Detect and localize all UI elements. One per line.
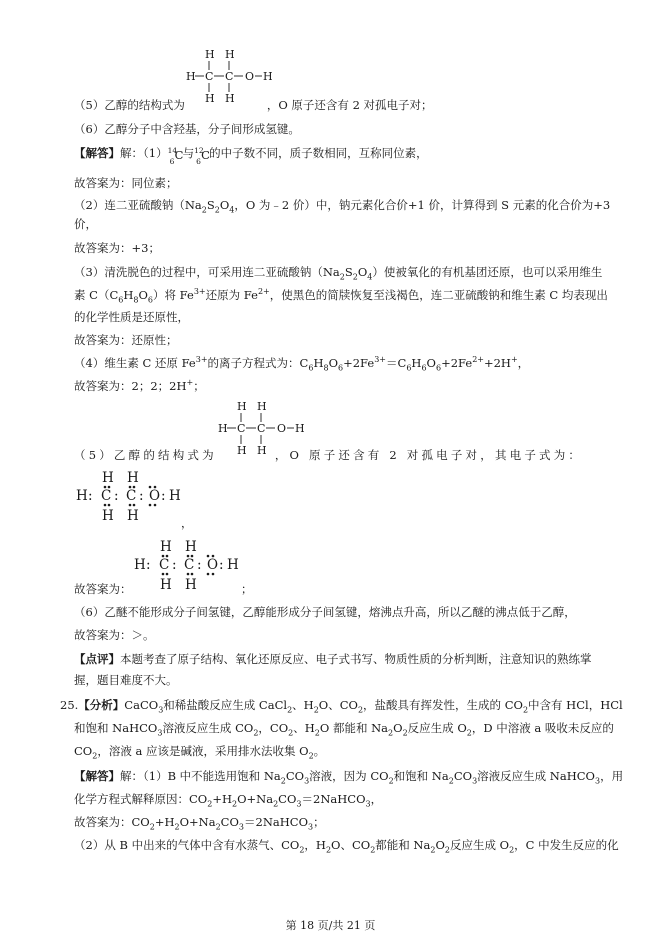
q3-line1: （3）清洗脱色的过程中，可采用连二亚硫酸钠$(Na_2S_2O_4)$使被氧化的有机基团还原，也可以采用维生 — [74, 265, 603, 282]
svg-text:C: C — [225, 70, 234, 83]
svg-text:C: C — [159, 557, 170, 573]
page-footer: 第 18 页/共 21 页 — [285, 919, 376, 932]
svg-text:C: C — [237, 422, 246, 435]
svg-text::: : — [146, 557, 151, 573]
q5-answer-line: （5）乙醇的结构式为 ，O 原子还含有 2 对孤电子对，其电子式为： — [74, 448, 584, 462]
ethanol-electron-formula-1 — [74, 468, 194, 528]
svg-text:C: C — [126, 488, 137, 504]
q25-analysis-line1: 25.【分析】CaCO$_3$和稀盐酸反应生成 CaCl$_2$、$H_2O$、$CO_2$，盐酸具有挥发性，生成的 $CO_2$中含有 HCl，HCl — [60, 698, 623, 715]
svg-text:H: H — [76, 488, 88, 504]
svg-text:H: H — [205, 48, 215, 61]
svg-text:O: O — [207, 557, 219, 573]
svg-text:O: O — [245, 70, 255, 83]
q5-analysis-line: （5）乙醇的结构式为 ，O 原子还含有 2 对孤电子对； — [74, 98, 433, 112]
answer24-line1: 【解答】解：（1） 14 6 C 与 12 6 C 的中子数不同，质子数相同，互称同位素， — [74, 146, 428, 166]
q25-answer-line4: （2）从 B 中出来的气体中含有水蒸气、$CO_2$，$H_2O$、$CO_2$都能和 $Na_2O_2$反应生成 $O_2$，C 中发生反应的化 — [74, 838, 619, 855]
svg-text::: : — [139, 488, 144, 504]
q4-line: （4）维生素 C 还原 $Fe^{3+}$的离子方程式为：$C_6H_8O_6+2Fe^{3+}=C_6H_6O_6+2Fe^{2+}+2H^+$， — [74, 355, 530, 373]
svg-text:H: H — [218, 422, 228, 435]
ans5: 故答案为： — [74, 582, 132, 596]
svg-text::: : — [197, 557, 202, 573]
svg-text:C: C — [101, 488, 112, 504]
ans5-end: ； — [241, 582, 253, 596]
svg-text:H: H — [134, 557, 146, 573]
svg-text:H: H — [186, 70, 196, 83]
svg-text:H: H — [237, 444, 247, 457]
svg-text::: : — [114, 488, 119, 504]
svg-text:H: H — [225, 92, 235, 105]
svg-text:O: O — [277, 422, 287, 435]
ans4: 故答案为：2；2；2H+； — [74, 378, 205, 393]
q3-line2: 素 $C(C_6H_8O_6)$将 $Fe^{3+}$还原为 $Fe^{2+}$，使黑色的简牍恢复至浅褐色，连二亚硫酸钠和维生素 C 均表现出 — [74, 287, 608, 305]
svg-text:H: H — [102, 470, 114, 486]
svg-text:H: H — [160, 577, 172, 593]
svg-text:H: H — [169, 488, 181, 504]
svg-text:C: C — [184, 557, 195, 573]
review-line1: 【点评】本题考查了原子结构、氧化还原反应、电子式书写、物质性质的分析判断，注意知识的熟练掌 — [74, 652, 592, 666]
svg-text:H: H — [257, 400, 267, 413]
svg-text:H: H — [185, 577, 197, 593]
svg-text:H: H — [185, 539, 197, 555]
svg-text:H: H — [127, 508, 139, 524]
svg-text:H: H — [257, 444, 267, 457]
ans6: 故答案为：＞。 — [74, 628, 155, 642]
ethanol-electron-formula-2 — [132, 537, 252, 597]
svg-text:H: H — [263, 70, 273, 83]
ans2: 故答案为：+3； — [74, 241, 160, 255]
svg-text:H: H — [225, 48, 235, 61]
svg-text:H: H — [295, 422, 305, 435]
svg-text:C: C — [257, 422, 266, 435]
q25-analysis-line3: $CO_2$，溶液 a 应该是碱液，采用排水法收集 $O_2$。 — [74, 744, 326, 761]
ans3: 故答案为：还原性； — [74, 333, 178, 347]
svg-text:H: H — [227, 557, 239, 573]
svg-text:H: H — [127, 470, 139, 486]
q25-answer-line3: 故答案为：$CO_2+H_2O+Na_2CO_3=2NaHCO_3$； — [74, 815, 325, 832]
q3-line3: 的化学性质是还原性， — [74, 310, 189, 324]
svg-text::: : — [219, 557, 224, 573]
isotope-c12: 12 6 C — [194, 146, 210, 166]
comma-after-formula: ， — [181, 516, 193, 530]
q25-answer-line1: 【解答】解：（1）B 中不能选用饱和 $Na_2CO_3$溶液，因为 $CO_2$和饱和 $Na_2CO_3$溶液反应生成 NaHCO$_3$，用 — [74, 769, 624, 786]
svg-text:H: H — [102, 508, 114, 524]
review-line2: 握，题目难度不大。 — [74, 673, 178, 687]
ans1: 故答案为：同位素； — [74, 176, 178, 190]
svg-text:H: H — [160, 539, 172, 555]
q25-answer-line2: 化学方程式解释原因：$CO_2+H_2O+Na_2CO_3=2NaHCO_3$， — [74, 792, 383, 809]
q2-line2: 价， — [74, 217, 97, 231]
q2-line: （2）连二亚硫酸钠（$Na_2S_2O_4$，O 为﹣2 价）中，钠元素化合价+1 价，计算得到 S 元素的化合价为+3 — [74, 198, 611, 215]
svg-text:C: C — [205, 70, 214, 83]
svg-text::: : — [88, 488, 93, 504]
q6-answer: （6）乙醚不能形成分子间氢键，乙醇能形成分子间氢键，熔沸点升高，所以乙醚的沸点低于乙醇， — [74, 605, 576, 619]
q6-analysis-line: （6）乙醇分子中含羟基，分子间形成氢键。 — [74, 122, 300, 136]
svg-text:H: H — [237, 400, 247, 413]
svg-text:H: H — [205, 92, 215, 105]
svg-text::: : — [172, 557, 177, 573]
svg-text::: : — [161, 488, 166, 504]
isotope-c14: 14 6 C — [167, 146, 184, 166]
q25-analysis-line2: 和饱和 NaHCO$_3$溶液反应生成 $CO_2$，$CO_2$、$H_2O$ 都能和 $Na_2O_2$反应生成 $O_2$，D 中溶液 a 吸收未反应的 — [74, 721, 614, 738]
svg-text:O: O — [149, 488, 161, 504]
